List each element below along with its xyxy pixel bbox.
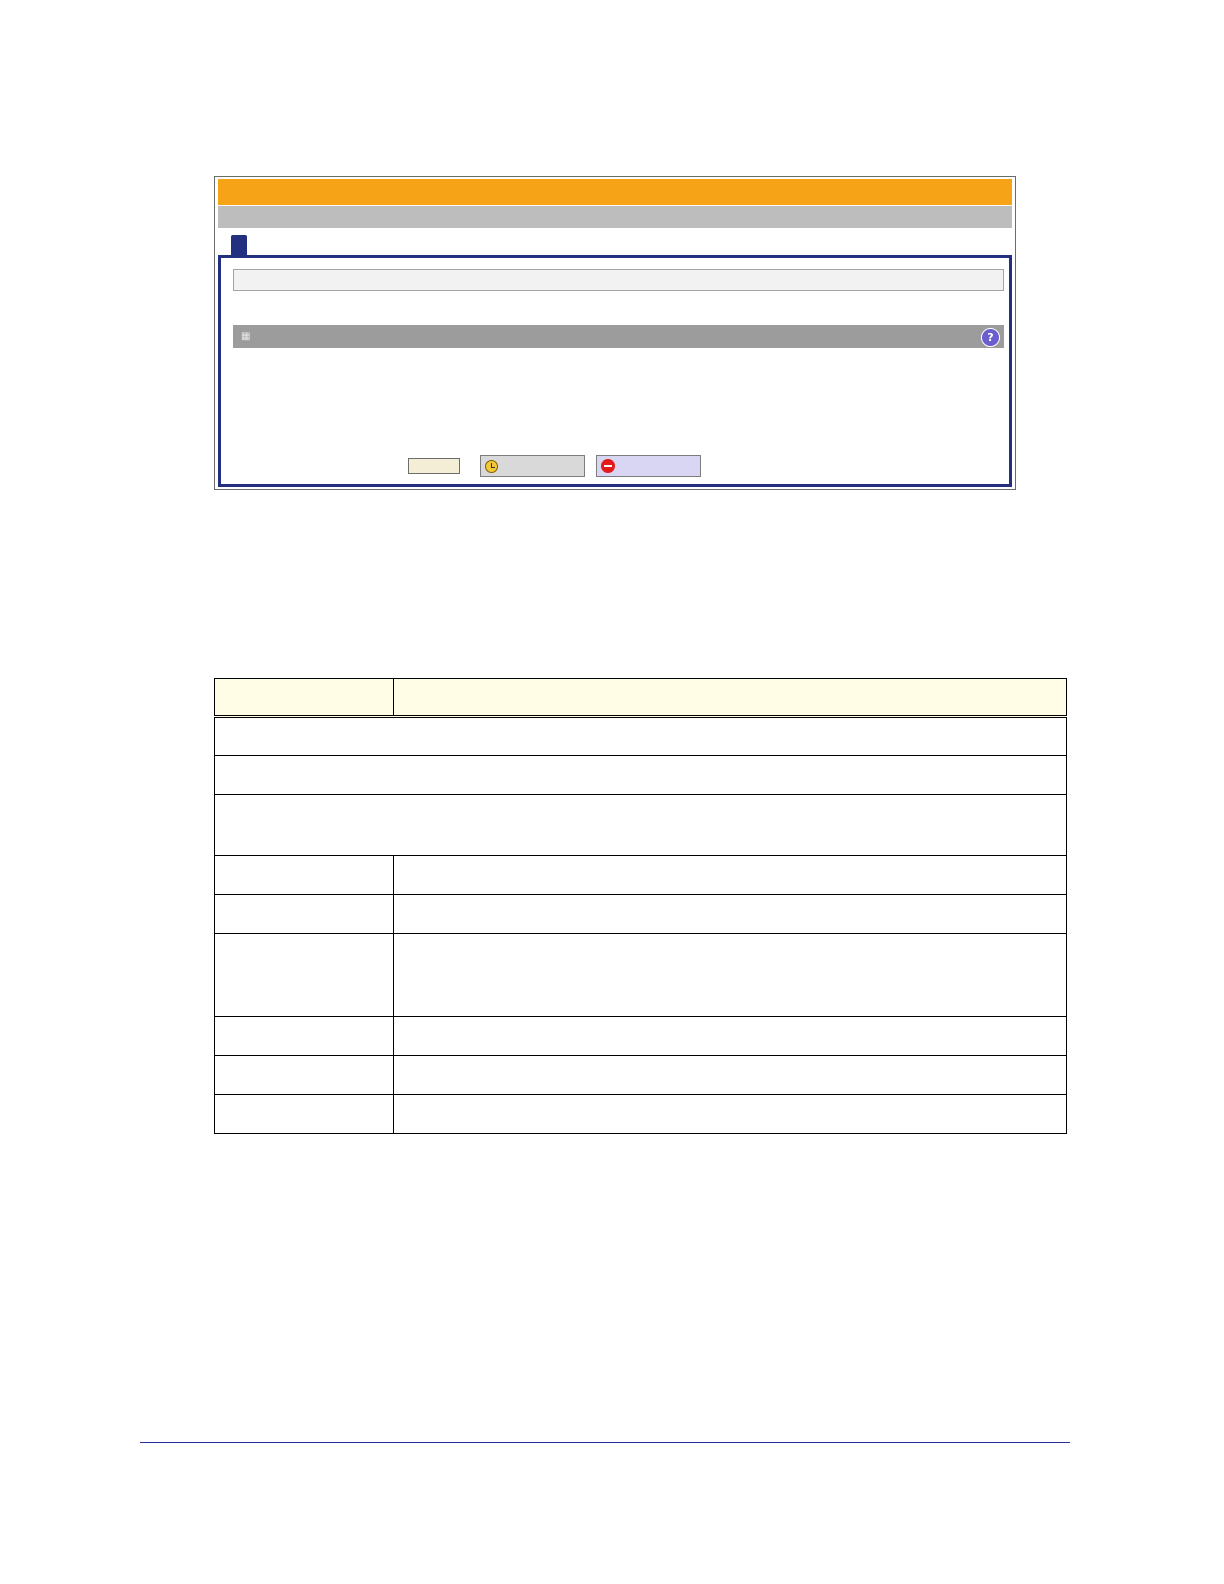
table-row — [215, 756, 1067, 795]
table-row — [215, 1017, 1067, 1056]
set-interval-button[interactable] — [480, 455, 585, 477]
table-cell — [215, 1056, 394, 1095]
table-row — [215, 1095, 1067, 1134]
description-table — [214, 678, 1067, 1134]
table-cell — [215, 756, 1067, 795]
table-row — [215, 795, 1067, 856]
sub-navigation-bar — [218, 206, 1012, 228]
auto-refresh-notice — [233, 269, 1004, 291]
table-cell — [393, 934, 1066, 1017]
table-cell — [215, 895, 394, 934]
table-cell — [393, 1017, 1066, 1056]
section-header — [233, 325, 1004, 348]
table-cell — [215, 795, 1067, 856]
router-statistics-screenshot — [214, 176, 1016, 490]
table-cell — [215, 1017, 394, 1056]
tab-router-statistics[interactable] — [231, 235, 247, 255]
footer-rule — [140, 1442, 1070, 1443]
table-cell — [215, 679, 394, 717]
stop-button[interactable] — [596, 455, 701, 477]
table-header-row — [215, 679, 1067, 717]
poll-interval-input[interactable] — [408, 458, 460, 474]
table-cell — [393, 1095, 1066, 1134]
content-panel — [218, 255, 1012, 487]
table-cell — [393, 1056, 1066, 1095]
table-row — [215, 934, 1067, 1017]
grip-icon: ▦ — [241, 331, 251, 342]
table-cell — [393, 856, 1066, 895]
table-row — [215, 856, 1067, 895]
table-cell — [215, 856, 394, 895]
table-cell — [215, 717, 1067, 756]
table-row — [215, 717, 1067, 756]
clock-icon — [485, 460, 498, 473]
table-cell — [393, 679, 1066, 717]
system-uptime — [237, 308, 241, 322]
poll-interval-row — [396, 453, 701, 479]
help-icon[interactable]: ? — [981, 328, 1000, 347]
table-cell — [393, 895, 1066, 934]
table-row — [215, 1056, 1067, 1095]
table-cell — [215, 934, 394, 1017]
table-cell — [215, 1095, 394, 1134]
stop-icon — [601, 459, 615, 473]
top-navigation-bar — [218, 179, 1012, 205]
table-row — [215, 895, 1067, 934]
